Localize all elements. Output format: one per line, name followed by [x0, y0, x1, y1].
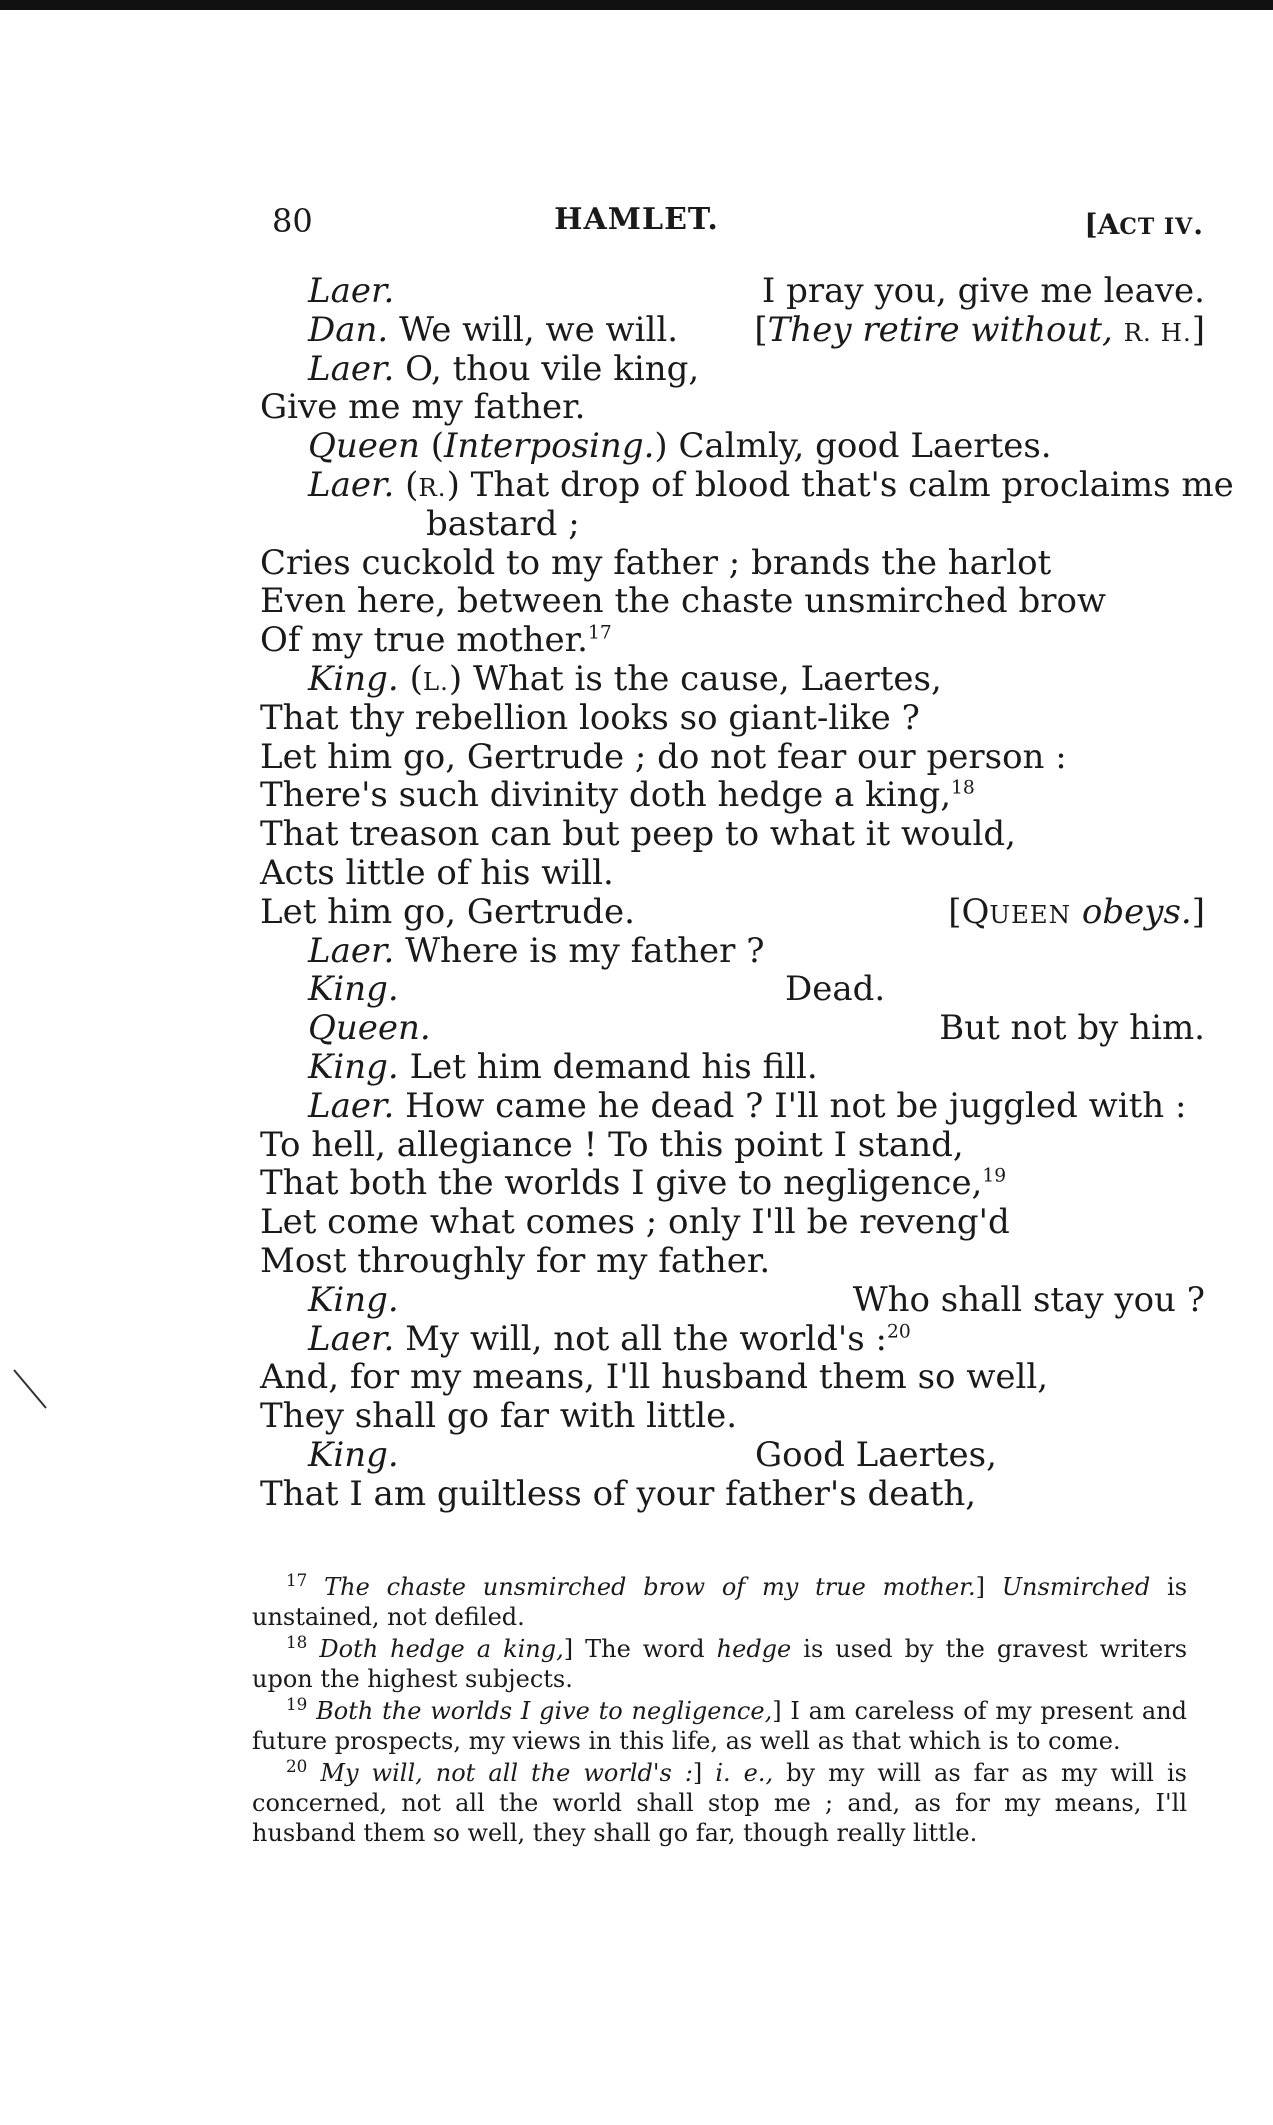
- verse-line: [260, 1087, 1205, 1126]
- line-text: That thy rebellion looks so giant-like ?: [260, 697, 920, 738]
- line-text: Good Laertes,: [755, 1434, 997, 1475]
- verse-line: [260, 350, 1205, 389]
- footnote-lemma: The chaste unsmirched brow of my true mother.: [324, 1573, 976, 1601]
- speaker-name: King.: [308, 1434, 399, 1475]
- act-label: [ACT IV.: [1084, 208, 1203, 241]
- footnote-text: The word: [585, 1635, 705, 1663]
- verse-line: [260, 388, 1205, 427]
- speaker-name: King.: [308, 969, 399, 1010]
- verse-line: [260, 544, 1205, 583]
- line-text: Let him go, Gertrude.: [260, 891, 635, 932]
- verse-line: [260, 932, 1205, 971]
- footnote-text: by my will as far as my will is concerned, not all the world shall stop me ; and, as for my means, I'll husband them so well, they shall go far, though really little.: [252, 1759, 1187, 1847]
- verse-line: [260, 1048, 1205, 1087]
- verse-line: [260, 464, 1234, 505]
- verse-line: [260, 970, 1205, 1009]
- stage-direction: (L.): [409, 658, 463, 699]
- footnote-ref: 20: [886, 1321, 911, 1343]
- line-text: Let him go, Gertrude ; do not fear our person :: [260, 736, 1067, 777]
- speaker-name: Dan.: [308, 309, 389, 350]
- footnote: [252, 1634, 1187, 1694]
- footnote-ref: 19: [982, 1166, 1007, 1187]
- line-text: My will, not all the world's :: [405, 1318, 887, 1359]
- line-text: bastard ;: [426, 503, 580, 544]
- line-text: There's such divinity doth hedge a king,: [260, 775, 952, 816]
- footnote-lemma: My will, not all the world's :: [320, 1759, 693, 1787]
- italic-text: obeys.: [1081, 891, 1192, 932]
- speaker-name: Queen: [308, 426, 420, 467]
- footnotes: [252, 1572, 1187, 1850]
- verse-line: [260, 776, 1205, 815]
- line-text: And, for my means, I'll husband them so well,: [260, 1357, 1049, 1398]
- speaker-name: King.: [308, 1046, 399, 1087]
- footnote: [252, 1572, 1187, 1632]
- verse-line: [260, 854, 1205, 893]
- verse-line: [260, 660, 1205, 699]
- running-header: [0, 202, 1273, 252]
- verse-line: [260, 699, 1205, 738]
- line-text: Let him demand his fill.: [409, 1046, 818, 1087]
- line-text: Of my true mother.: [260, 620, 588, 661]
- footnote-term: Unsmirched: [1001, 1573, 1151, 1601]
- line-text-right: Who shall stay you ?: [852, 1279, 1205, 1320]
- line-text: That both the worlds I give to negligence,: [260, 1163, 983, 1204]
- verse-line: [260, 815, 1205, 854]
- footnote-text: I am careless of my present and future prospects, my views in this life, as well as that which is to come.: [252, 1697, 1188, 1755]
- footnote-bracket: ]: [563, 1635, 574, 1663]
- verse-line: [260, 1126, 1205, 1165]
- speaker-name: Queen.: [308, 1008, 431, 1049]
- speaker-name: King.: [308, 658, 399, 699]
- small-caps: UEEN: [989, 899, 1072, 929]
- speaker-name: Laer.: [308, 1085, 395, 1126]
- verse-line: [260, 621, 1205, 660]
- speaker-name: King.: [308, 1279, 399, 1320]
- line-text: How came he dead ? I'll not be juggled with :: [405, 1085, 1187, 1126]
- verse-line: [260, 1397, 1205, 1436]
- verse-line: [260, 738, 1205, 777]
- footnote-term: i. e.,: [715, 1759, 774, 1787]
- verse-line: [260, 1164, 1205, 1203]
- line-text-right: [948, 893, 1205, 935]
- line-text-right: I pray you, give me leave.: [761, 271, 1205, 311]
- footnote-term: hedge: [716, 1635, 792, 1663]
- line-text: That drop of blood that's calm proclaims me: [470, 464, 1234, 505]
- line-text: O, thou vile king,: [405, 348, 700, 389]
- speaker-name: Laer.: [308, 930, 395, 971]
- footnote-number: 19: [286, 1694, 308, 1714]
- verse-line: [260, 1242, 1205, 1281]
- verse-line: [260, 1009, 1205, 1048]
- footnote-text: is used by the gravest writers upon the highest subjects.: [252, 1635, 1188, 1693]
- footnote-bracket: ]: [692, 1759, 703, 1787]
- line-text: To hell, allegiance ! To this point I stand,: [260, 1124, 964, 1165]
- line-text-right: But not by him.: [939, 1008, 1205, 1049]
- italic-text: They retire without,: [767, 309, 1113, 350]
- italic-text: Interposing.: [444, 426, 655, 467]
- line-text: Cries cuckold to my father ; brands the harlot: [260, 542, 1052, 583]
- footnote-lemma: Doth hedge a king,: [319, 1635, 564, 1663]
- verse-line: [260, 1320, 1205, 1359]
- line-text: Let come what comes ; only I'll be reveng'd: [260, 1202, 1010, 1243]
- footnote-lemma: Both the worlds I give to negligence,: [316, 1697, 773, 1725]
- footnote-number: 18: [286, 1632, 308, 1652]
- verse-line: [260, 1203, 1205, 1242]
- verse-line: [260, 893, 1205, 932]
- line-text-right: [754, 311, 1205, 353]
- footnote-ref: 18: [951, 778, 975, 800]
- line-text: That I am guiltless of your father's death,: [260, 1473, 977, 1514]
- verse-line: [260, 505, 1205, 544]
- verse-line: [260, 1475, 1205, 1514]
- footnote: [252, 1758, 1187, 1848]
- small-caps: R.: [418, 472, 447, 502]
- speaker-name: Laer.: [308, 1318, 395, 1359]
- verse-line: [260, 311, 1205, 350]
- footnote-bracket: ]: [772, 1697, 782, 1725]
- footnote-number: 20: [286, 1756, 308, 1776]
- small-caps: L.: [422, 666, 449, 696]
- speaker-name: Laer.: [308, 271, 395, 311]
- footnote-number: 17: [286, 1570, 308, 1590]
- small-caps: R. H.: [1123, 317, 1192, 347]
- line-text: They shall go far with little.: [260, 1396, 738, 1437]
- verse-line: [260, 1358, 1205, 1397]
- footnote: [252, 1696, 1187, 1756]
- line-text: Acts little of his will.: [260, 852, 614, 893]
- footnote-ref: 17: [587, 622, 612, 644]
- line-text: Most throughly for my father.: [260, 1240, 771, 1281]
- line-text: Dead.: [785, 969, 886, 1010]
- margin-stroke-mark: [12, 1368, 52, 1412]
- speaker-name: Laer.: [308, 464, 395, 505]
- footnote-text: is unstained, not defiled.: [252, 1573, 1188, 1631]
- line-text: Calmly, good Laertes.: [678, 426, 1052, 467]
- play-text: [260, 271, 1234, 1514]
- line-text: What is the cause, Laertes,: [472, 658, 942, 699]
- page-number: 80: [272, 202, 313, 240]
- verse-line: [260, 272, 1205, 311]
- line-text: We will, we will.: [399, 309, 679, 350]
- verse-line: [260, 1281, 1205, 1320]
- line-text: That treason can but peep to what it would,: [260, 814, 1016, 855]
- stage-direction: (Interposing.): [430, 426, 668, 467]
- verse-line: [260, 582, 1205, 621]
- line-text: Where is my father ?: [405, 930, 765, 971]
- line-text: Give me my father.: [260, 387, 586, 428]
- speaker-name: Laer.: [308, 348, 395, 389]
- footnote-bracket: ]: [975, 1573, 986, 1601]
- stage-direction: (R.): [405, 464, 460, 505]
- line-text: Even here, between the chaste unsmirched brow: [260, 581, 1107, 622]
- stage-direction: [QUEEN obeys.]: [948, 891, 1205, 932]
- verse-line: [260, 1436, 1205, 1475]
- stage-direction: [They retire without, R. H.]: [754, 309, 1205, 350]
- running-title: HAMLET.: [554, 202, 719, 237]
- verse-line: [260, 427, 1205, 466]
